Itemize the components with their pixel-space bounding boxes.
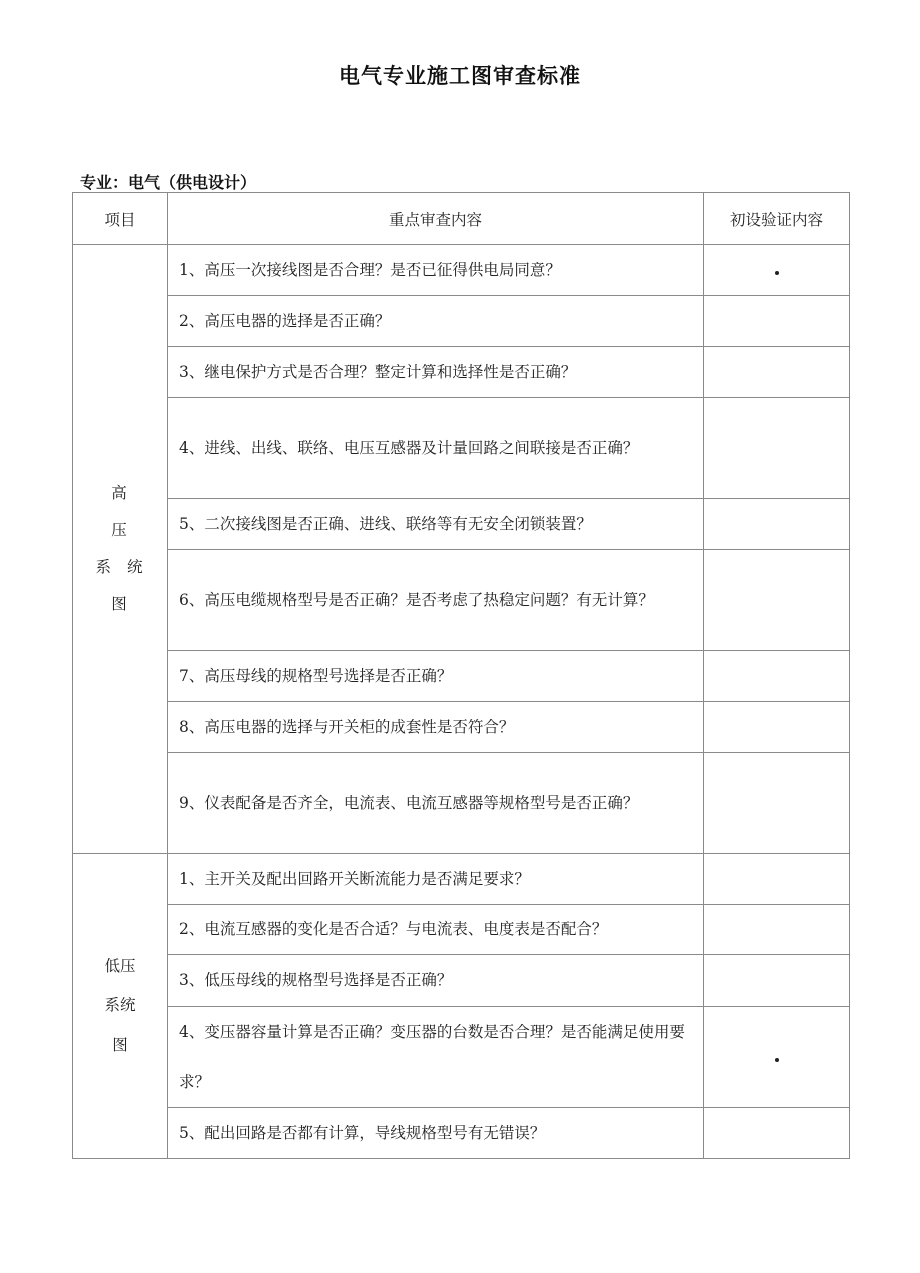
verify-cell [704, 753, 850, 854]
table-row [73, 651, 850, 702]
category-line: 系统图 [95, 558, 159, 614]
review-item: 1、主开关及配出回路开关断流能力是否满足要求？ [168, 854, 704, 905]
review-item: 5、配出回路是否都有计算，导线规格型号有无错误？ [168, 1108, 704, 1159]
category-low-voltage [73, 854, 168, 1159]
table-row [73, 499, 850, 550]
verify-cell [704, 398, 850, 499]
review-item: 3、低压母线的规格型号选择是否正确？ [168, 955, 704, 1007]
header-item: 项目 [73, 193, 168, 245]
category-text: 低压 [104, 956, 136, 975]
category-line: 高 [111, 483, 143, 502]
verify-cell [704, 296, 850, 347]
category-high-voltage [73, 245, 168, 854]
table-row [73, 753, 850, 854]
table-row [73, 245, 850, 296]
table-row [73, 1108, 850, 1159]
table-row [73, 854, 850, 905]
header-content: 重点审查内容 [168, 193, 704, 245]
category-line [73, 1026, 167, 1066]
table-row [73, 955, 850, 1007]
header-verify: 初设验证内容 [704, 193, 850, 245]
review-item: 2、高压电器的选择是否正确？ [168, 296, 704, 347]
review-item: 9、仪表配备是否齐全，电流表、电流互感器等规格型号是否正确？ [168, 753, 704, 854]
table-row [73, 296, 850, 347]
table-row [73, 550, 850, 651]
review-item: 4、变压器容量计算是否正确？变压器的台数是否合理？是否能满足使用要求？ [168, 1007, 704, 1108]
verify-cell [704, 651, 850, 702]
category-text: 系统 [104, 996, 136, 1015]
verify-cell [704, 702, 850, 753]
table-header-row [73, 193, 850, 245]
review-item: 2、电流互感器的变化是否合适？与电流表、电度表是否配合？ [168, 905, 704, 955]
verify-cell [704, 1108, 850, 1159]
verify-cell [704, 1007, 850, 1108]
verify-cell [704, 499, 850, 550]
review-item: 1、高压一次接线图是否合理？是否已征得供电局同意？ [168, 245, 704, 296]
category-line [73, 986, 167, 1026]
verify-cell [704, 347, 850, 398]
review-item: 8、高压电器的选择与开关柜的成套性是否符合？ [168, 702, 704, 753]
review-item: 7、高压母线的规格型号选择是否正确？ [168, 651, 704, 702]
table-row [73, 905, 850, 955]
verify-cell [704, 550, 850, 651]
bullet-icon [775, 1058, 779, 1062]
category-line [73, 947, 167, 987]
verify-cell [704, 955, 850, 1007]
discipline-label: 专业：电气（供电设计） [80, 173, 257, 192]
bullet-icon [775, 271, 779, 275]
category-line: 压 [111, 520, 143, 539]
table-row [73, 702, 850, 753]
review-item: 6、高压电缆规格型号是否正确？是否考虑了热稳定问题？有无计算？ [168, 550, 704, 651]
table-row [73, 347, 850, 398]
review-item: 3、继电保护方式是否合理？整定计算和选择性是否正确？ [168, 347, 704, 398]
review-standard-table [72, 192, 850, 1159]
page-title: 电气专业施工图审查标准 [339, 64, 581, 88]
review-item: 5、二次接线图是否正确、进线、联络等有无安全闭锁装置？ [168, 499, 704, 550]
category-text: 图 [112, 1035, 128, 1054]
verify-cell [704, 854, 850, 905]
review-item: 4、进线、出线、联络、电压互感器及计量回路之间联接是否正确？ [168, 398, 704, 499]
verify-cell [704, 245, 850, 296]
verify-cell [704, 905, 850, 955]
table-row [73, 398, 850, 499]
table-row [73, 1007, 850, 1108]
